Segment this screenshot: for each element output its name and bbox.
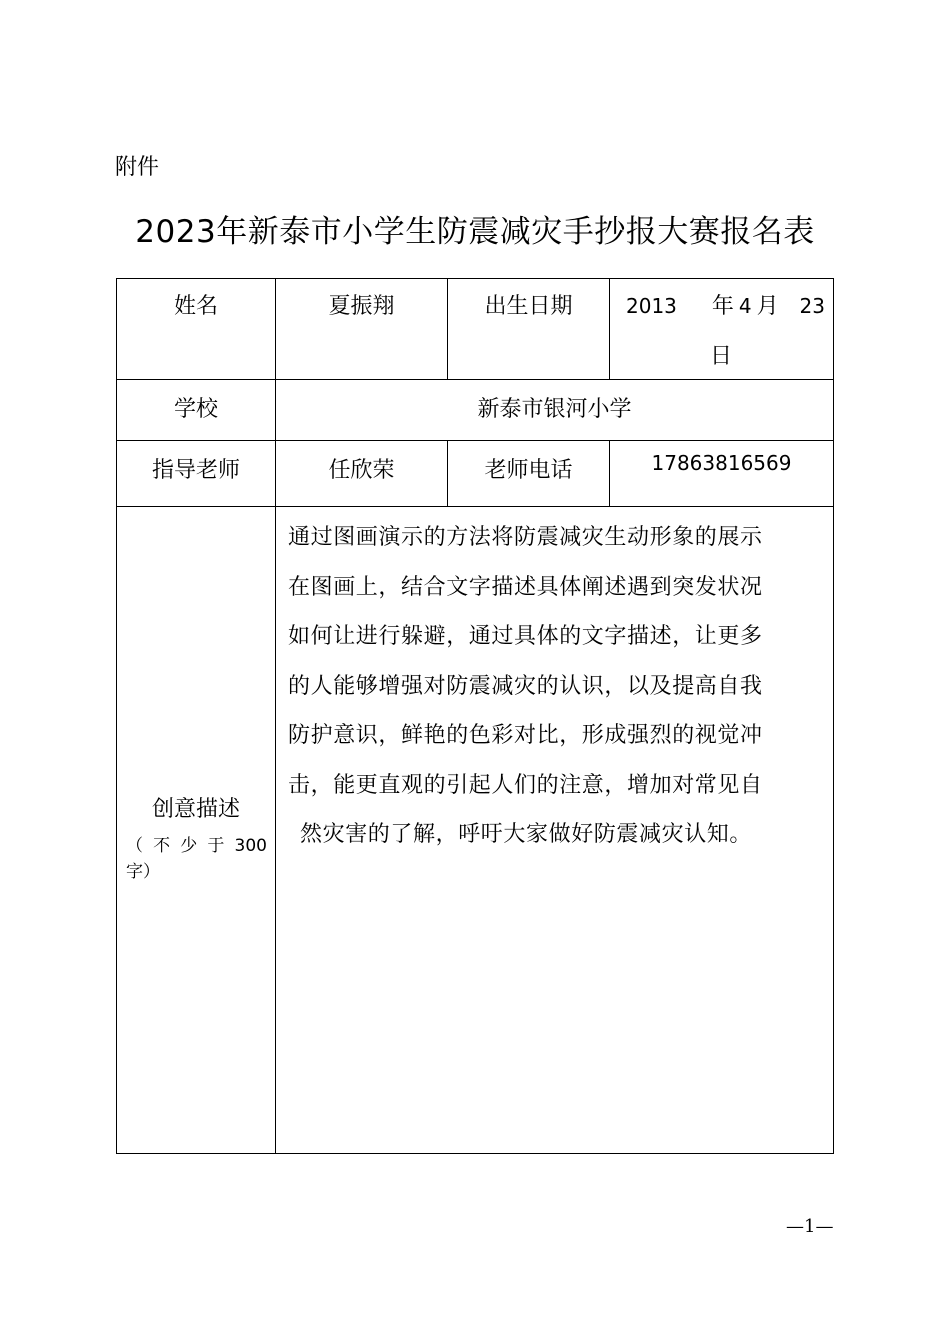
phone-label-cell (447, 440, 610, 507)
name-label: 姓名 (173, 294, 218, 319)
birth-day-unit: 日 (710, 344, 733, 369)
desc-line: 通过图画演示的方法将防震减灾生动形象的展示 (288, 525, 763, 550)
desc-line: 然灾害的了解，呼吁大家做好防震减灾认知。 (300, 822, 753, 847)
name-value: 夏振翔 (328, 294, 395, 319)
desc-note-part: 于 (207, 836, 225, 856)
desc-line: 击，能更直观的引起人们的注意，增加对常见自 (288, 772, 763, 798)
phone-label: 老师电话 (484, 458, 573, 483)
birth-label: 出生日期 (484, 294, 573, 319)
desc-line: 在图画上，结合文字描述具体阐述遇到突发状况 (288, 574, 763, 600)
desc-note-part: 不 (153, 836, 171, 856)
birth-date (626, 289, 825, 320)
desc-value-cell (275, 506, 834, 1154)
school-label: 学校 (173, 397, 218, 422)
registration-form (116, 278, 834, 1154)
desc-label: 创意描述 (151, 797, 240, 822)
teacher-value-cell (275, 440, 448, 507)
attachment-label: 附件 (115, 155, 160, 180)
desc-text (288, 513, 825, 860)
name-label-cell (116, 278, 276, 380)
birth-year-unit: 年 (711, 294, 734, 319)
birth-month: 4 (738, 294, 752, 318)
teacher-label-cell (116, 440, 276, 507)
teacher-value: 任欣荣 (328, 458, 395, 483)
desc-label-cell (116, 506, 276, 1154)
document-title: 2023年新泰市小学生防震减灾手抄报大赛报名表 (135, 214, 815, 250)
phone-value: 17863816569 (651, 451, 792, 475)
desc-line: 的人能够增强对防震减灾的认识，以及提高自我 (288, 673, 763, 699)
desc-note (126, 833, 267, 885)
desc-note-part: （ (126, 836, 143, 856)
birth-label-cell (447, 278, 610, 380)
birth-day: 23 (799, 294, 825, 318)
desc-note-part: 字） (126, 862, 160, 882)
desc-note-part: 少 (180, 836, 198, 856)
page-number: —1— (786, 1216, 834, 1237)
birth-month-unit: 月 (756, 294, 779, 319)
desc-note-part: 300 (234, 836, 267, 856)
school-value: 新泰市银河小学 (477, 397, 632, 422)
school-value-cell (275, 379, 834, 441)
phone-value-cell (609, 440, 834, 507)
birth-value-cell (609, 278, 834, 380)
name-value-cell (275, 278, 448, 380)
desc-line: 如何让进行躲避，通过具体的文字描述，让更多 (288, 624, 763, 649)
birth-year: 2013 (626, 294, 677, 318)
desc-line: 防护意识，鲜艳的色彩对比，形成强烈的视觉冲 (288, 723, 763, 748)
school-label-cell (116, 379, 276, 441)
teacher-label: 指导老师 (151, 458, 240, 483)
